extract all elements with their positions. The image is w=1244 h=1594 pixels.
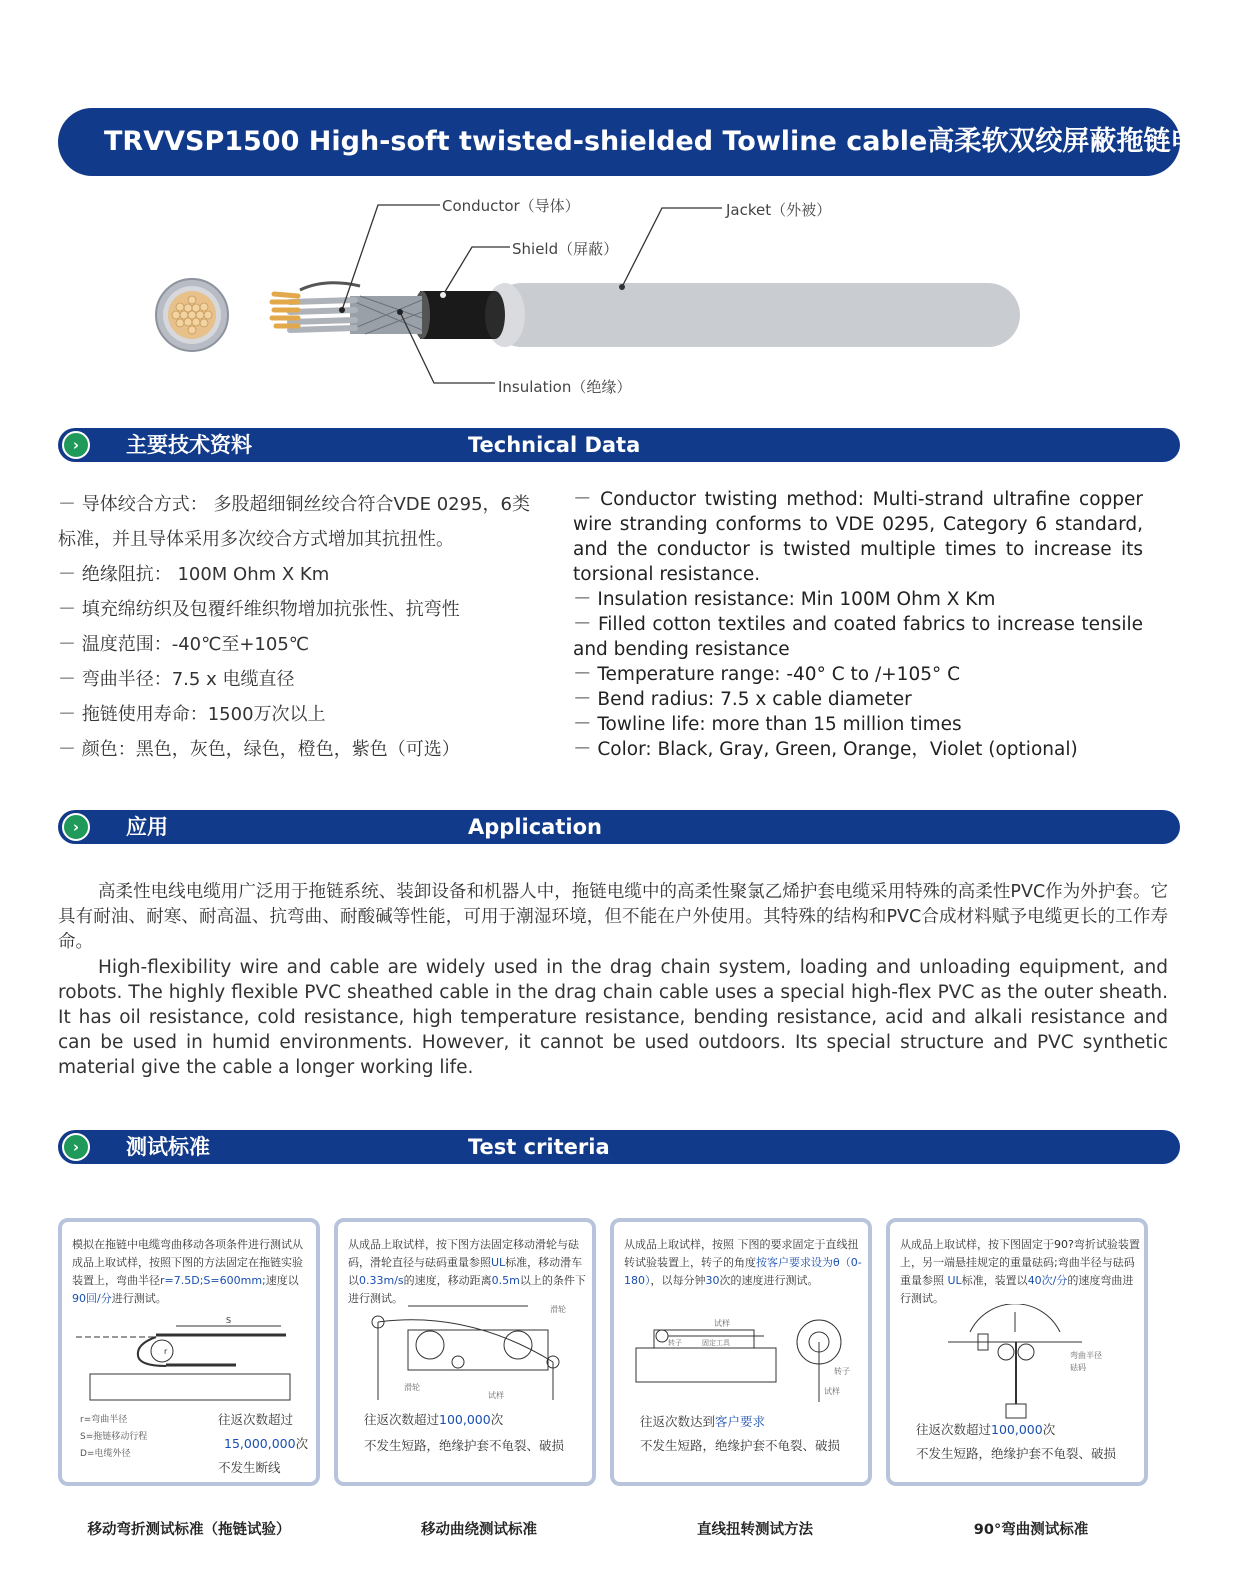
list-item: － Towline life: more than 15 million times	[573, 714, 962, 735]
cable-jacket	[490, 283, 1020, 347]
test-card-flex	[334, 1218, 596, 1486]
list-item: － Temperature range: -40° C to /+105° C	[573, 664, 961, 685]
drag-chain-figure	[76, 1304, 306, 1404]
section-bar-technical	[58, 428, 1180, 462]
application-text	[58, 880, 1168, 1080]
svg-text:砝码: 砝码	[1070, 1363, 1086, 1372]
result-line: 不发生断线	[218, 1460, 281, 1475]
legend: r=弯曲半径 S=拖链移动行程 D=电缆外径	[80, 1415, 148, 1459]
list-item: － Filled cotton textiles and coated fabrics to increase tensile and bending resistance	[573, 614, 1143, 660]
label-conductor: Conductor（导体）	[442, 197, 580, 215]
label-jacket: Jacket（外被）	[726, 201, 832, 219]
svg-text:转子: 转子	[834, 1367, 850, 1376]
result-line: 不发生短路，绝缘护套不龟裂、破损	[640, 1438, 841, 1453]
svg-text:转子: 转子	[668, 1339, 682, 1347]
list-item: － 弯曲半径：7.5 x 电缆直径	[58, 669, 295, 690]
list-item: － 导体绞合方式： 多股超细铜丝绞合符合VDE 0295，6类	[58, 494, 530, 515]
technical-cn-list	[58, 487, 558, 767]
label-shield: Shield（屏蔽）	[512, 240, 619, 258]
list-item: － 温度范围：-40℃至+105℃	[58, 634, 309, 655]
test-card-90-bend	[886, 1218, 1148, 1486]
cable-cross-section	[156, 279, 228, 351]
torsion-test-figure	[624, 1312, 864, 1412]
section-bar-application	[58, 810, 1180, 844]
result-count: 往返次数超过100,000次	[916, 1422, 1056, 1437]
section-title-cn: 应用	[126, 815, 168, 839]
flex-test-figure	[348, 1300, 588, 1420]
list-item: 标准，并且导体采用多次绞合方式增加其抗扭性。	[58, 529, 454, 550]
section-title-en: Technical Data	[468, 433, 641, 457]
svg-text:弯曲半径: 弯曲半径	[1070, 1351, 1102, 1360]
label-insulation: Insulation（绝缘）	[498, 378, 632, 396]
list-item: － Color: Black, Gray, Green, Orange，Violet (optional)	[573, 739, 1078, 760]
svg-text:试样: 试样	[488, 1391, 504, 1400]
page-title-banner	[58, 108, 1225, 176]
chevron-right-icon: ›	[62, 1133, 90, 1161]
list-item: － 颜色：黑色，灰色，绿色，橙色，紫色（可选）	[58, 739, 460, 760]
section-title-cn: 主要技术资料	[126, 433, 252, 457]
section-title-en: Application	[468, 815, 602, 839]
section-title-cn: 测试标准	[126, 1135, 210, 1159]
list-item: － Insulation resistance: Min 100M Ohm X Km	[573, 589, 996, 610]
test-caption: 移动曲绕测试标准	[421, 1522, 537, 1538]
result-count: 15,000,000次	[224, 1436, 309, 1451]
svg-text:试样: 试样	[714, 1319, 730, 1328]
svg-text:试样: 试样	[824, 1387, 840, 1396]
svg-text:滑轮: 滑轮	[550, 1305, 566, 1314]
svg-text:S: S	[226, 1316, 232, 1325]
result-count: 往返次数超过100,000次	[364, 1412, 504, 1427]
section-bar-test	[58, 1130, 1180, 1164]
svg-text:滑轮: 滑轮	[404, 1383, 420, 1392]
test-caption: 移动弯折测试标准（拖链试验）	[87, 1522, 291, 1538]
result-line: 往返次数达到客户要求	[640, 1414, 766, 1429]
page-title: TRVVSP1500 High-soft twisted-shielded Towline cable高柔软双绞屏蔽拖链电缆	[104, 126, 1225, 157]
test-card-description: 从成品上取试样，按下图方法固定移动滑轮与砝码，滑轮直径与砝码重量参照UL标准，移动滑车以0.33m/s的速度，移动距离0.5m以上的条件下进行测试。	[348, 1238, 586, 1305]
result-line: 不发生短路，绝缘护套不龟裂、破损	[364, 1438, 565, 1453]
test-card-description: 模拟在拖链中电缆弯曲移动各项条件进行测试从成品上取试样，按照下图的方法固定在拖链实验装置上，弯曲半径r=7.5D;S=600mm;速度以90回/分进行测试。	[72, 1238, 303, 1305]
test-card-description: 从成品上取试样，按照 下图的要求固定于直线扭转试验装置上，转子的角度按客户要求设为θ（0-180），以每分钟30次的速度进行测试。	[624, 1238, 862, 1287]
technical-en-list	[573, 487, 1143, 762]
list-item: － 绝缘阻抗： 100M Ohm X Km	[58, 564, 330, 585]
bend-test-figure	[900, 1304, 1140, 1424]
svg-text:r: r	[164, 1347, 168, 1356]
cable-shield	[420, 291, 495, 339]
result-line: 不发生短路，绝缘护套不龟裂、破损	[916, 1446, 1117, 1461]
svg-text:固定工具: 固定工具	[702, 1339, 730, 1347]
test-card-torsion	[610, 1218, 872, 1486]
test-caption: 90°弯曲测试标准	[973, 1522, 1089, 1538]
list-item: － Bend radius: 7.5 x cable diameter	[573, 689, 912, 710]
chevron-right-icon: ›	[62, 431, 90, 459]
list-item: － 填充绵纺织及包覆纤维织物增加抗张性、抗弯性	[58, 599, 460, 620]
list-item: － Conductor twisting method: Multi-strand ultrafine copper wire stranding conforms to VDE 0295, Category 6 standard, and the conductor is twisted multiple times to increase its torsional resistance.	[573, 489, 1143, 585]
application-paragraph-en: High-flexibility wire and cable are widely used in the drag chain system, loading and unloading equipment, and robots. The highly flexible PVC sheathed cable in the drag chain cable uses a special high-flex PVC as the outer sheath. It has oil resistance, cold resistance, high temperature resistance, bending resistance, acid and alkali resistance and can be used in humid environments. However, it cannot be used outdoors. Its special structure and PVC synthetic material give the cable a longer working life.	[58, 957, 1168, 1078]
application-paragraph-cn: 高柔性电线电缆用广泛用于拖链系统、装卸设备和机器人中，拖链电缆中的高柔性聚氯乙烯护套电缆采用特殊的高柔性PVC作为外护套。它具有耐油、耐寒、耐高温、抗弯曲、耐酸碱等性能，可用于潮湿环境，但不能在户外使用。其特殊的结构和PVC合成材料赋予电缆更长的工作寿命。	[58, 882, 1168, 952]
section-title-en: Test criteria	[468, 1135, 610, 1159]
test-caption: 直线扭转测试方法	[697, 1522, 813, 1538]
result-line: 往返次数超过	[218, 1412, 294, 1427]
test-card-description: 从成品上取试样，按下图固定于90?弯折试验装置上，另一端悬挂规定的重量砝码;弯曲半径与砝码重量参照 UL标准，装置以40次/分的速度弯曲进行测试。	[900, 1238, 1140, 1305]
list-item: － 拖链使用寿命：1500万次以上	[58, 704, 326, 725]
test-card-drag-chain	[58, 1218, 320, 1486]
chevron-right-icon: ›	[62, 813, 90, 841]
